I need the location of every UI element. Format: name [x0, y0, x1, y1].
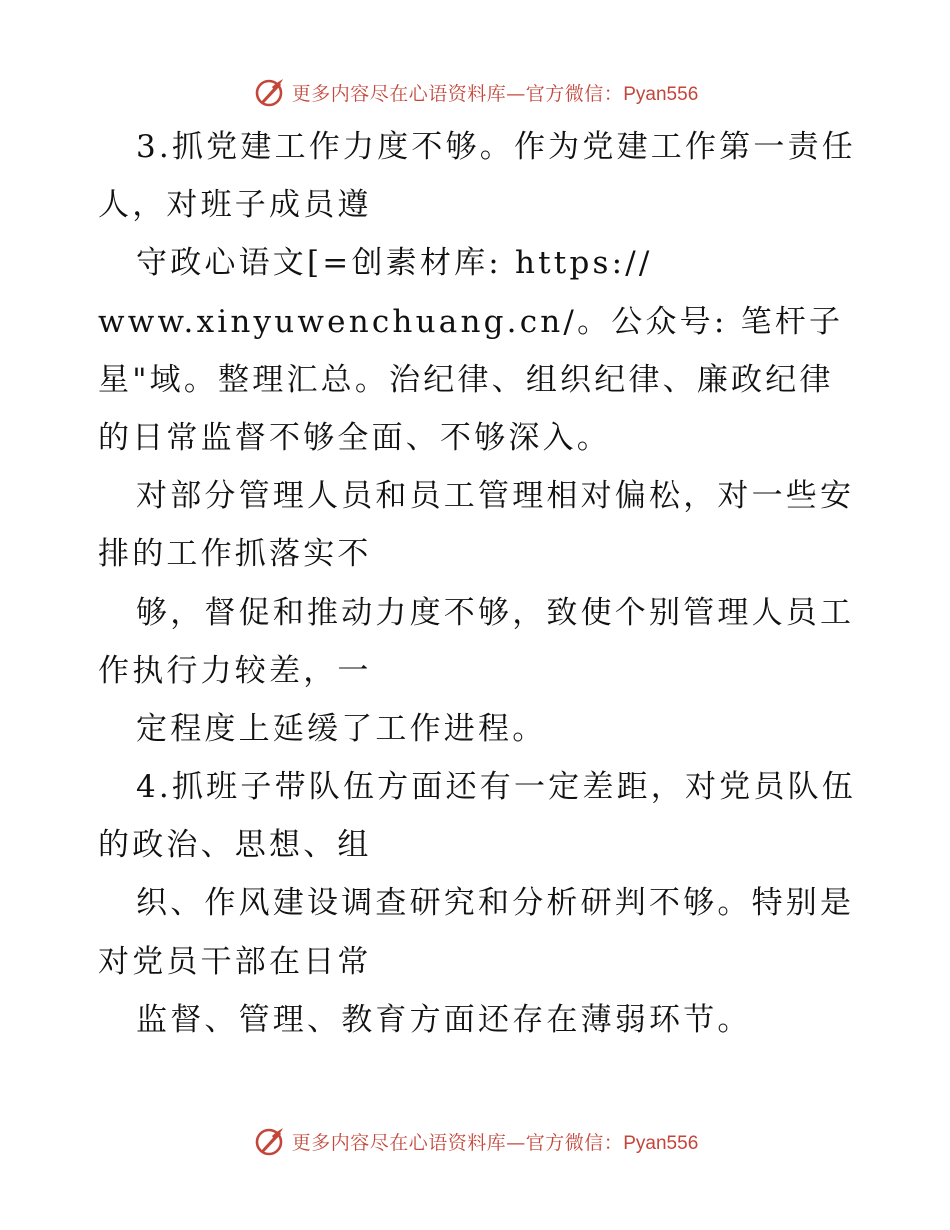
watermark-handle: Pyan556	[623, 1132, 699, 1154]
text-line: 够，督促和推动力度不够，致使个别管理人员工	[136, 594, 855, 631]
feather-pen-logo-icon	[252, 1124, 286, 1158]
text-line: www.xinyuwenchuang.cn/。公众号: 笔杆子	[98, 303, 844, 340]
text-line: 定程度上延缓了工作进程。	[136, 710, 547, 747]
text-line: 守政心语文[=创素材库: https://	[136, 245, 653, 282]
text-line: 的政治、思想、组	[98, 827, 372, 864]
text-line: 3.抓党建工作力度不够。作为党建工作第一责任	[136, 129, 856, 165]
text-line: 对部分管理人员和员工管理相对偏松，对一些安	[136, 478, 855, 515]
text-line: 星"域。整理汇总。治纪律、组织纪律、廉政纪律	[98, 361, 834, 398]
text-line: 人，对班子成员遵	[98, 187, 372, 224]
text-line: 的日常监督不够全面、不够深入。	[98, 419, 611, 456]
document-body	[98, 118, 858, 1049]
watermark-text: 更多内容尽在心语资料库—官方微信：Pyan556	[291, 82, 699, 105]
watermark-text: 更多内容尽在心语资料库—官方微信：Pyan556	[291, 1131, 699, 1154]
header-watermark	[0, 72, 950, 112]
text-line: 作执行力较差，一	[98, 652, 372, 689]
text-line: 对党员干部在日常	[98, 943, 372, 980]
text-line: 排的工作抓落实不	[98, 536, 372, 573]
footer-watermark	[0, 1121, 950, 1161]
text-line: 监督、管理、教育方面还存在薄弱环节。	[136, 1001, 752, 1038]
text-line: 织、作风建设调查研究和分析研判不够。特别是	[136, 885, 855, 922]
text-line: 4.抓班子带队伍方面还有一定差距，对党员队伍	[136, 769, 856, 806]
feather-pen-logo-icon	[252, 75, 286, 109]
watermark-handle: Pyan556	[623, 83, 699, 105]
